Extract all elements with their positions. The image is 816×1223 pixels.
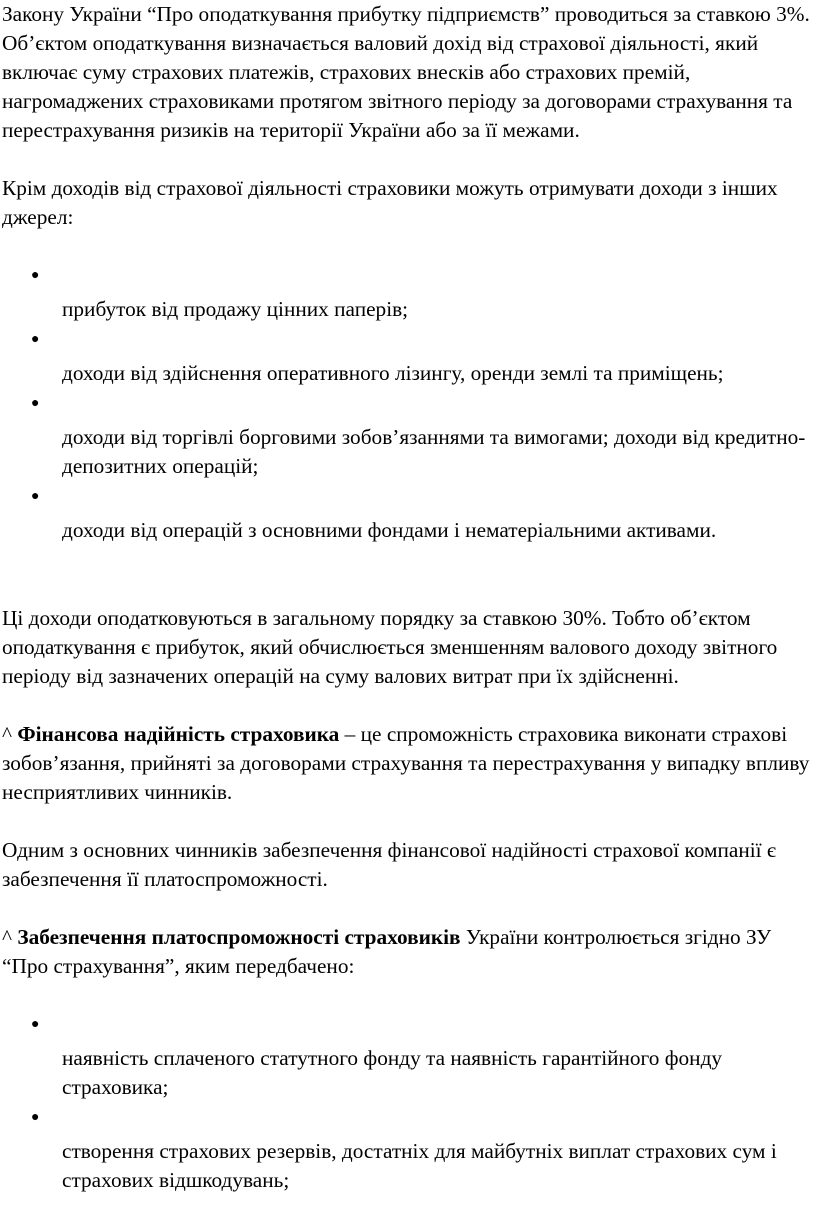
paragraph-financial-reliability xyxy=(0,720,816,807)
bullet-icon: ● xyxy=(31,1017,40,1032)
caret-marker: ^ xyxy=(2,722,18,746)
paragraph-gap xyxy=(0,807,816,836)
term-solvency-provision: Забезпечення платоспроможності страховиків xyxy=(17,925,461,949)
list-item xyxy=(0,389,816,482)
bullet-icon: ● xyxy=(31,396,40,411)
paragraph-gap xyxy=(0,981,816,1010)
bullet-icon: ● xyxy=(31,489,40,504)
bullet-icon: ● xyxy=(31,332,40,347)
list-item xyxy=(0,1103,816,1196)
caret-marker: ^ xyxy=(2,925,18,949)
paragraph-gap xyxy=(0,691,816,720)
term-financial-reliability: Фінансова надійність страховика xyxy=(17,722,340,746)
list-item-text: доходи від здійснення оперативного лізингу, оренди землі та приміщень; xyxy=(62,361,724,385)
list-item xyxy=(0,261,816,325)
solvency-requirements-list xyxy=(0,1010,816,1196)
list-item-text: доходи від операцій з основними фондами і нематеріальними активами. xyxy=(62,518,717,542)
paragraph-solvency-factor: Одним з основних чинників забезпечення фінансової надійності страхової компанії є забезпечення її платоспроможності. xyxy=(2,838,777,891)
bullet-icon: ● xyxy=(31,268,40,283)
paragraph-tax-rate: Ці доходи оподатковуються в загальному порядку за ставкою 30%. Тобто об’єктом оподаткування є прибуток, який обчислюється зменшенням валового доходу звітного періоду від зазначених операцій на суму валових витрат при їх здійсненні. xyxy=(2,606,778,688)
bullet-icon: ● xyxy=(31,1110,40,1125)
paragraph-income-tax: Закону України “Про оподаткування прибутку підприємств” проводиться за ставкою 3%. Об’єктом оподаткування визначається валовий дохід від страхової діяльності, який включає суму страхових платежів, страхових внесків або страхових премій, нагромаджених страховиками протягом звітного періоду за договорами страхування та перестрахування ризиків на території України або за її межами. xyxy=(2,2,810,142)
list-item xyxy=(0,1010,816,1103)
paragraph-solvency-control xyxy=(0,923,816,981)
definition-text: України контролюється згідно ЗУ “Про страхування”, яким передбачено: xyxy=(2,925,772,978)
paragraph-gap xyxy=(0,546,816,575)
list-item-text: наявність сплаченого статутного фонду та наявність гарантійного фонду страховика; xyxy=(62,1046,723,1099)
paragraph-gap xyxy=(0,232,816,261)
list-item-text: створення страхових резервів, достатніх для майбутніх виплат страхових сум і страхових відшкодувань; xyxy=(62,1139,777,1192)
list-item xyxy=(0,325,816,389)
paragraph-gap xyxy=(0,145,816,174)
other-income-list xyxy=(0,261,816,546)
paragraph-gap xyxy=(0,894,816,923)
paragraph-gap xyxy=(0,575,816,604)
list-item-text: прибуток від продажу цінних паперів; xyxy=(62,297,409,321)
list-item xyxy=(0,482,816,546)
list-item-text: доходи від торгівлі борговими зобов’язаннями та вимогами; доходи від кредитно-депозитних операцій; xyxy=(62,425,806,478)
paragraph-other-income: Крім доходів від страхової діяльності страховики можуть отримувати доходи з інших джерел: xyxy=(2,176,778,229)
definition-text: – це спроможність страховика виконати страхові зобов’язання, прийняті за договорами страхування та перестрахування у випадку впливу несприятливих чинників. xyxy=(2,722,810,804)
